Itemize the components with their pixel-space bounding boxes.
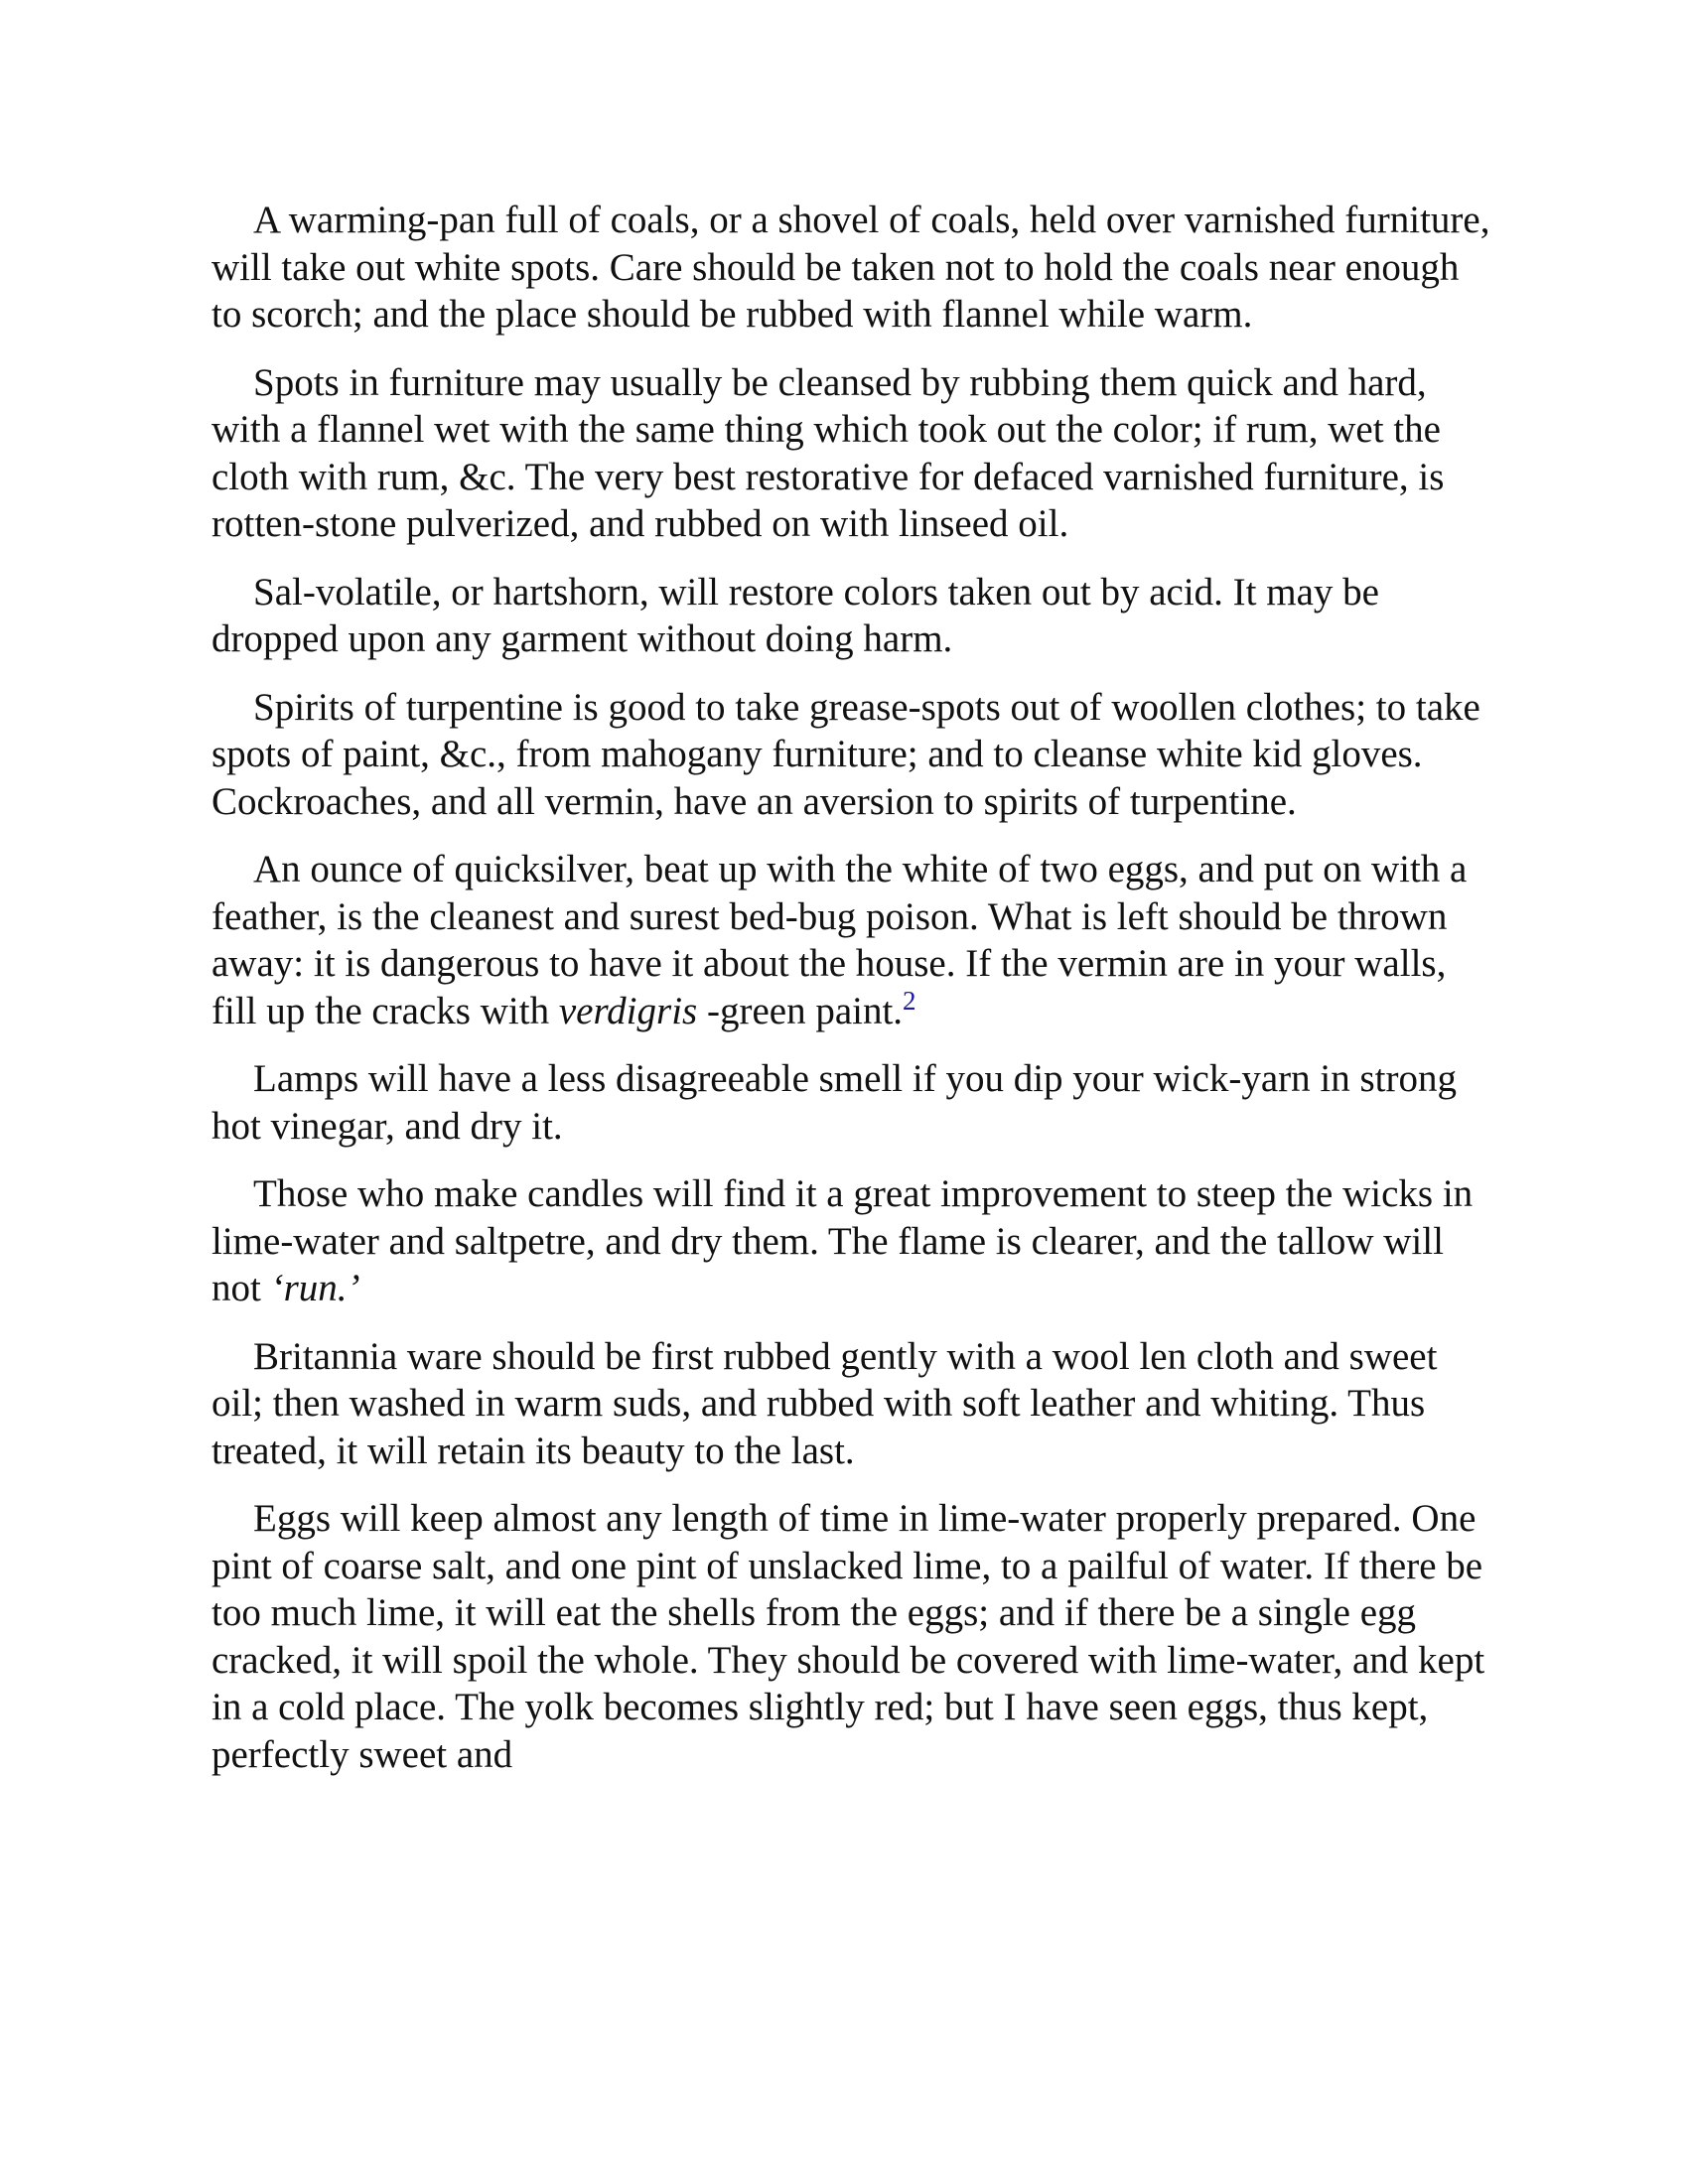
footnote-link[interactable]: 2 <box>903 985 916 1016</box>
paragraph-britannia-ware: Britannia ware should be first rubbed gently with a wool len cloth and sweet oil; then washed in warm suds, and rubbed with soft leather and whiting. Thus treated, it will retain its beauty to the last. <box>211 1334 1438 1472</box>
paragraph-spots-in-furniture: Spots in furniture may usually be cleansed by rubbing them quick and hard, with a flannel wet with the same thing which took out the color; if rum, wet the cloth with rum, &c. The very best restorative for defaced varnished furniture, is rotten-stone pulverized, and rubbed on with linseed oil. <box>211 360 1445 545</box>
paragraph-eggs: Eggs will keep almost any length of time in lime-water properly prepared. One pint of coarse salt, and one pint of unslacked lime, to a pailful of water. If there be too much lime, it will eat the shells from the eggs; and if there be a single egg cracked, it will spoil the whole. They should be covered with lime-water, and kept in a cold place. The yolk becomes slightly red; but I have seen eggs, thus kept, perfectly sweet and <box>211 1497 1485 1776</box>
paragraph-candles <box>211 1170 1492 1312</box>
paragraph-spirits-of-turpentine: Spirits of turpentine is good to take grease-spots out of woollen clothes; to take spots of paint, &c., from mahogany furniture; and to cleanse white kid gloves. Cockroaches, and all vermin, have an aversion to spirits of turpentine. <box>211 685 1480 823</box>
paragraph-lamps: Lamps will have a less disagreeable smell if you dip your wick-yarn in strong hot vinegar, and dry it. <box>211 1057 1457 1148</box>
italic-term-run: ‘run.’ <box>270 1267 360 1309</box>
paragraph-sal-volatile: Sal-volatile, or hartshorn, will restore colors taken out by acid. It may be dropped upon any garment without doing harm. <box>211 570 1379 660</box>
paragraph-bed-bug-poison <box>211 846 1492 1034</box>
paragraph-warming-pan: A warming-pan full of coals, or a shovel of coals, held over varnished furniture, will take out white spots. Care should be taken not to hold the coals near enough to scorch; and the place should be rubbed with flannel while warm. <box>211 199 1490 336</box>
paragraph-text: Those who make candles will find it a great improvement to steep the wicks in lime-water and saltpetre, and dry them. The flame is clearer, and the tallow will not <box>211 1172 1474 1309</box>
italic-term-verdigris: verdigris <box>558 989 698 1032</box>
paragraph-text: -green paint. <box>697 989 904 1032</box>
paragraph-text: An ounce of quicksilver, beat up with the white of two eggs, and put on with a feather, is the cleanest and surest bed-bug poison. What is left should be thrown away: it is dangerous to have it about the house. If the vermin are in your walls, fill up the cracks with <box>211 848 1468 1032</box>
page-body <box>211 197 1492 1799</box>
